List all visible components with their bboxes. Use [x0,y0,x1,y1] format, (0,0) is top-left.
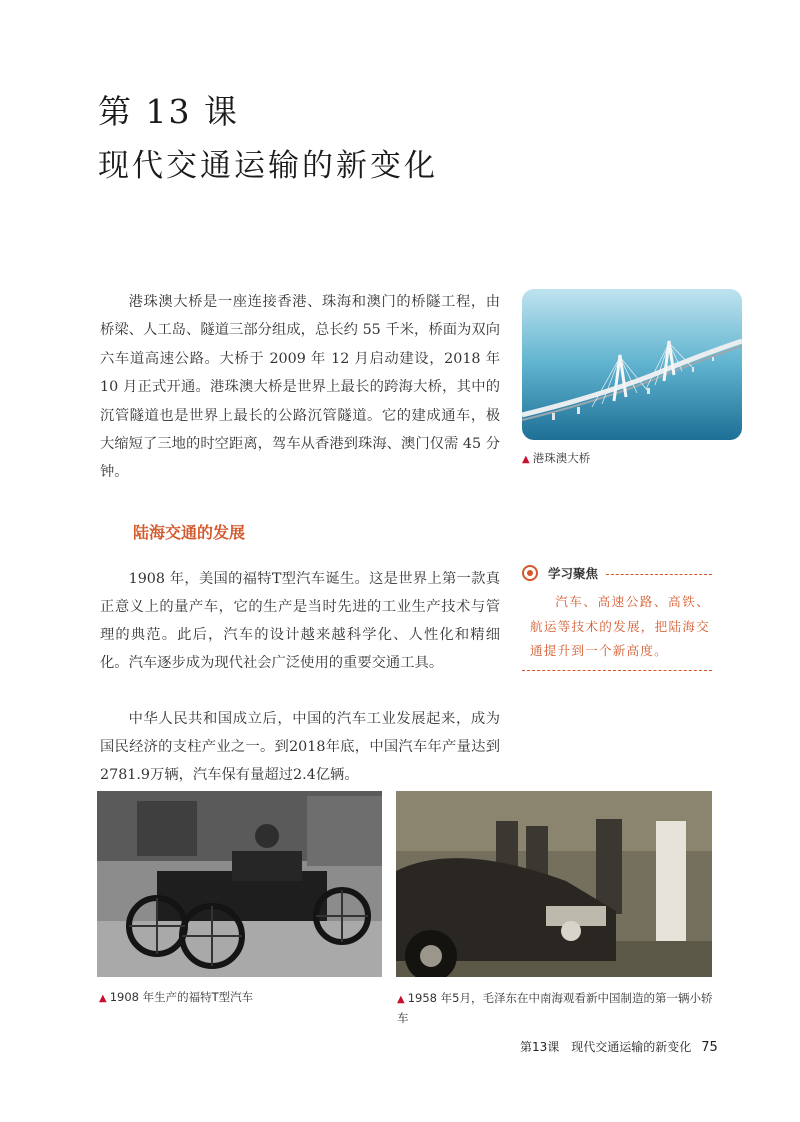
focus-header [522,560,712,586]
page-footer [520,1038,718,1055]
bridge-caption: ▲ 港珠澳大桥 [522,451,591,465]
section-paragraph-1: 1908 年，美国的福特T型汽车诞生。这是世界上第一款真正意义上的量产车，它的生产是当时先进的工业生产技术与管理的典范。此后，汽车的设计越来越科学化、人性化和精细化。汽车逐步成为现代社会广泛使用的重要交通工具。 [100,571,500,671]
section-heading: 陆海交通的发展 [133,523,246,542]
page-number: 75 [701,1040,718,1055]
mao-car-illustration [396,791,712,977]
mao-caption: ▲ 1958 年5月，毛泽东在中南海观看新中国制造的第一辆小轿车 [397,991,713,1025]
mao-car-photo [396,791,712,977]
bridge-illustration [522,289,742,440]
ford-model-t-photo [97,791,382,977]
triangle-icon: ▲ [522,454,530,465]
learning-focus-box [522,560,712,671]
running-title: 第13课 现代交通运输的新变化 [520,1040,692,1054]
focus-text: 汽车、高速公路、高铁、航运等技术的发展，把陆海交通提升到一个新高度。 [522,590,712,671]
focus-dotted-rule [606,574,712,575]
ford-car-illustration [97,791,382,977]
triangle-icon: ▲ [397,994,405,1005]
focus-title: 学习聚焦 [548,566,599,581]
intro-paragraph: 港珠澳大桥是一座连接香港、珠海和澳门的桥隧工程，由桥梁、人工岛、隧道三部分组成，总长约 55 千米，桥面为双向六车道高速公路。大桥于 2009 年 12 月启动建设，2018 年 10 月正式开通。港珠澳大桥是世界上最长的跨海大桥，其中的沉管隧道也是世界上最长的公路沉管隧道。它的建成通车，极大缩短了三地的时空距离，驾车从香港到珠海、澳门仅需 45 分钟。 [100,294,500,481]
lesson-number: 第 13 课 [98,92,239,131]
lesson-title: 现代交通运输的新变化 [98,148,438,184]
section-paragraph-2: 中华人民共和国成立后，中国的汽车工业发展起来，成为国民经济的支柱产业之一。到2018年底，中国汽车年产量达到2781.9万辆，汽车保有量超过2.4亿辆。 [100,711,500,783]
bridge-photo [522,289,742,440]
triangle-icon: ▲ [99,993,107,1004]
ford-caption: ▲ 1908 年生产的福特T型汽车 [99,990,254,1004]
focus-target-icon [522,565,538,581]
